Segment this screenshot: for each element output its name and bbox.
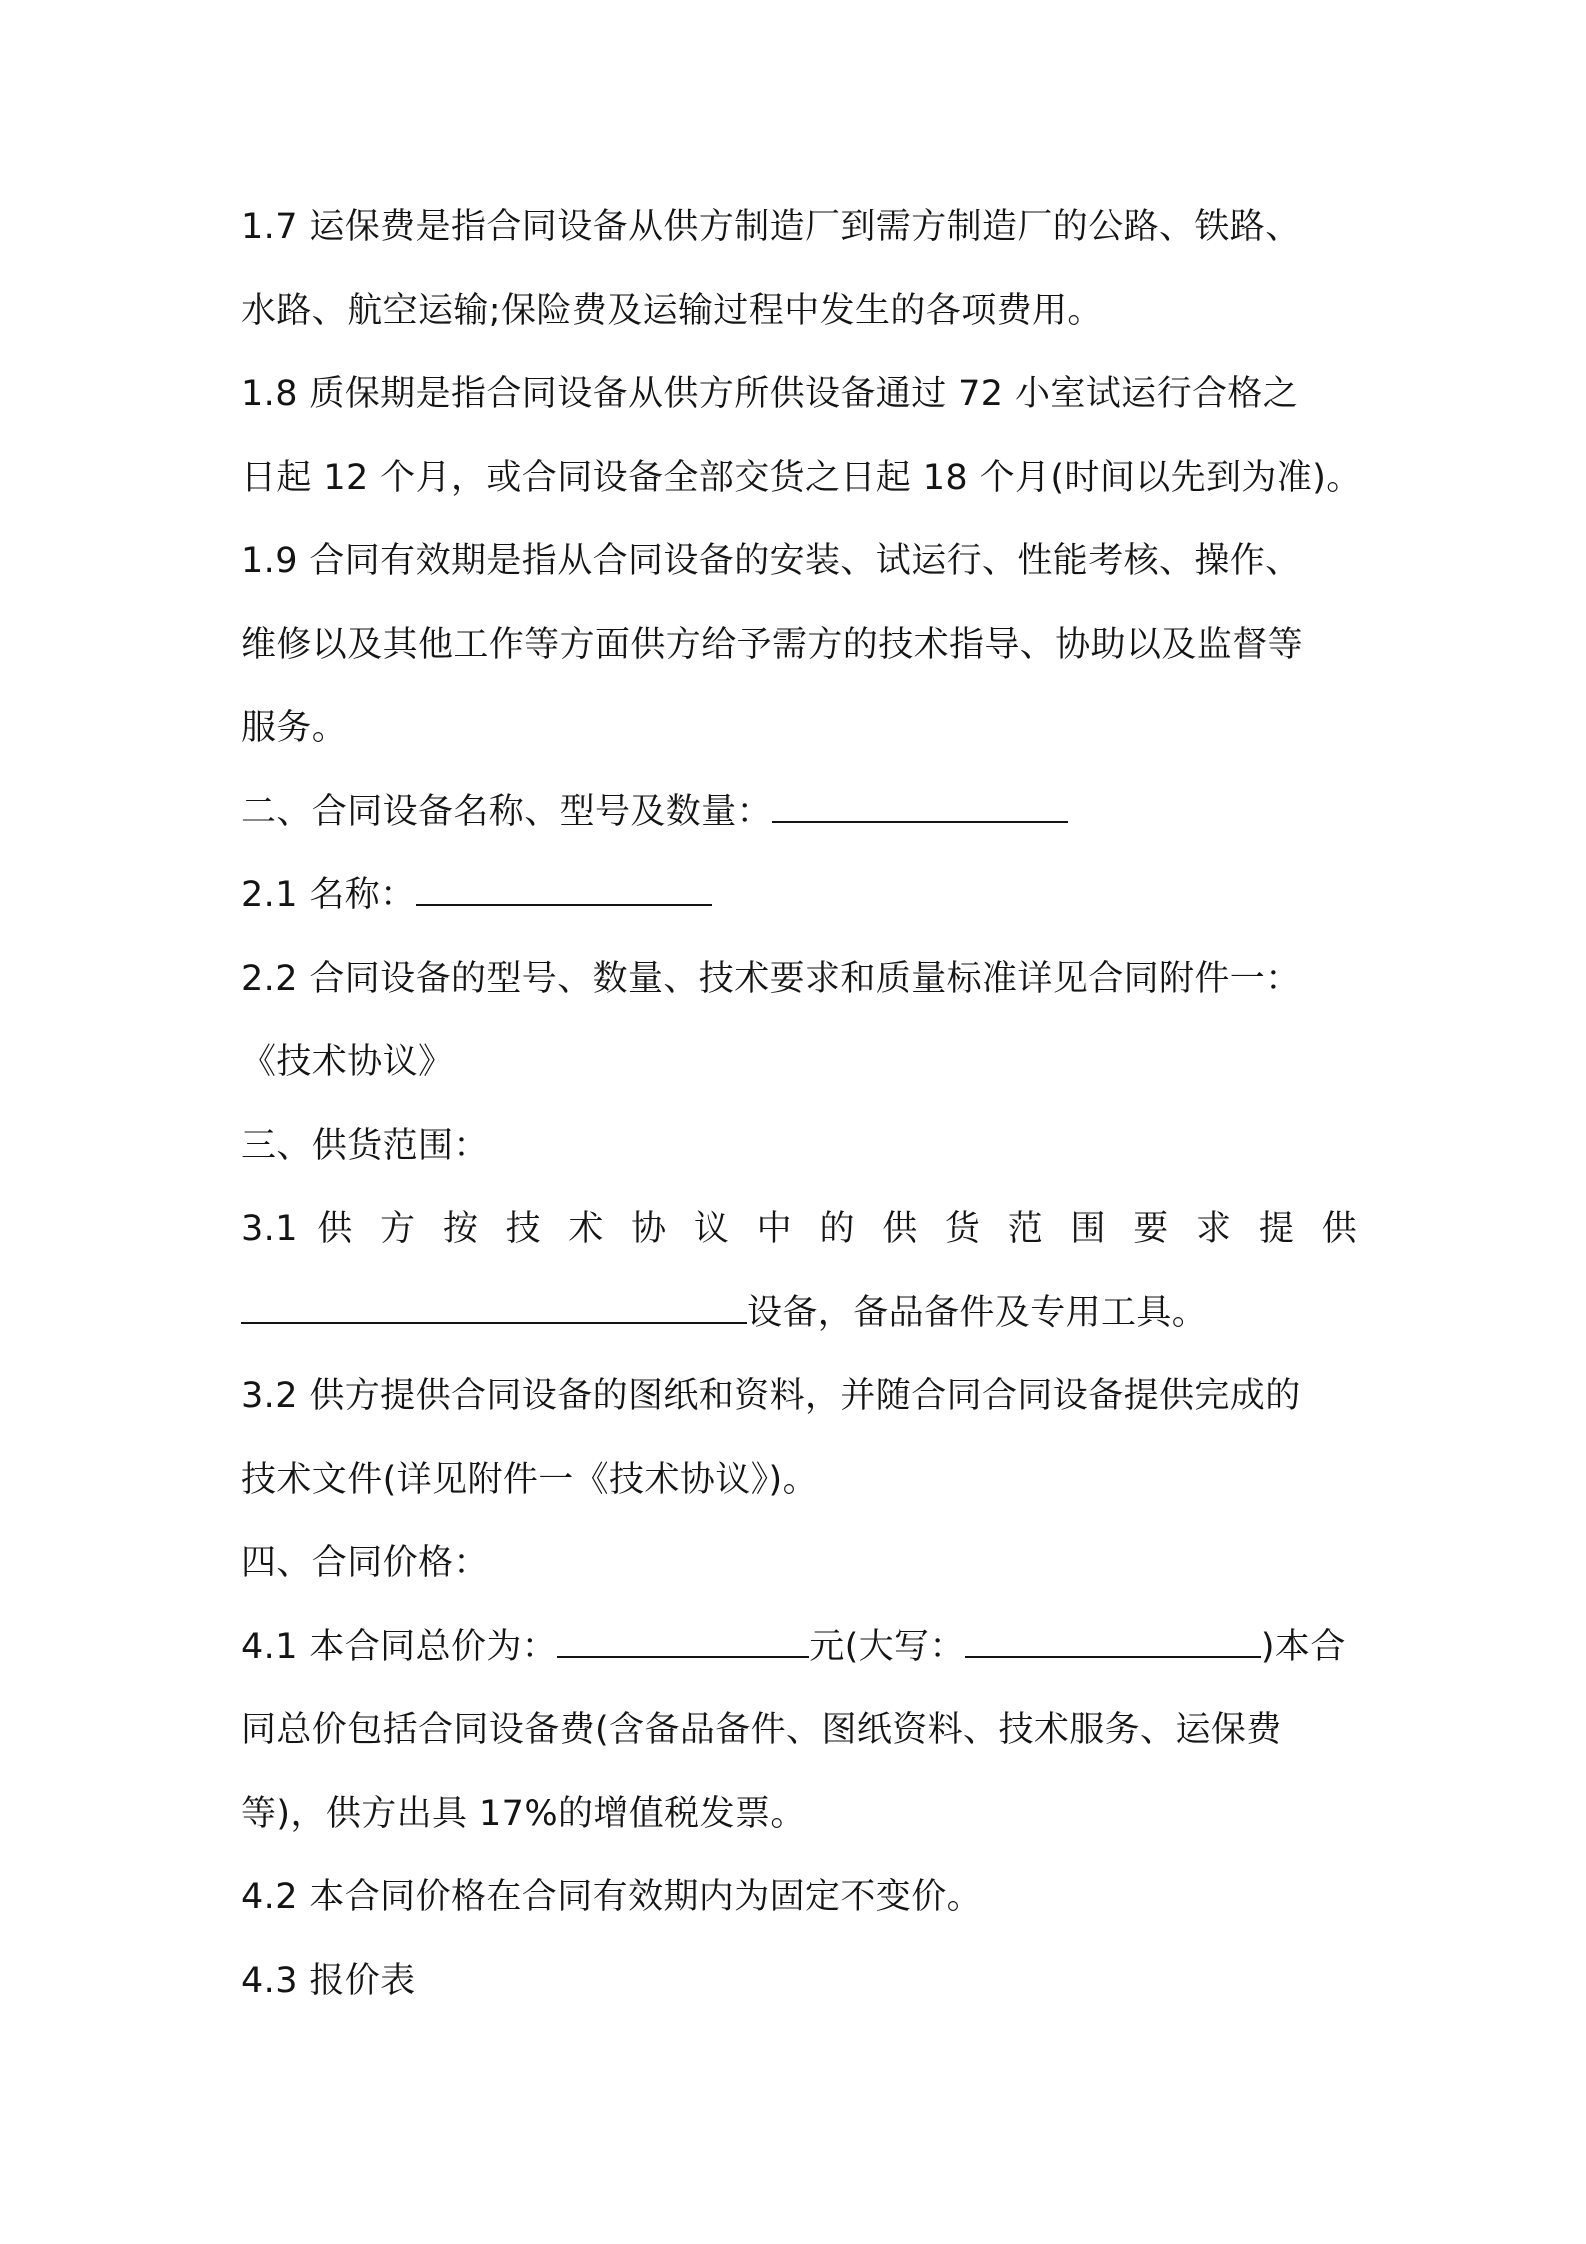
section-2-heading: 二、合同设备名称、型号及数量：: [241, 791, 773, 832]
clause-1-7-line-2: 水路、航空运输;保险费及运输过程中发生的各项费用。: [241, 290, 1103, 331]
clause-1-9-line-1: 1.9 合同有效期是指从合同设备的安装、试运行、性能考核、操作、: [241, 541, 1301, 581]
clause-2-2-line-1: 2.2 合同设备的型号、数量、技术要求和质量标准详见合同附件一：: [241, 958, 1301, 999]
clause-4-1-line-1-tail: )本合: [1260, 1626, 1346, 1667]
clause-4-2: 4.2 本合同价格在合同有效期内为固定不变价。: [241, 1877, 982, 1917]
clause-2-2-line-2: 《技术协议》: [241, 1042, 454, 1082]
clause-3-1-tail: 设备，备品备件及专用工具。: [747, 1292, 1208, 1333]
clause-4-3: 4.3 报价表: [241, 1960, 416, 2001]
section-4-heading: 四、合同价格：: [241, 1543, 489, 1583]
section-3-heading: 三、供货范围：: [241, 1125, 489, 1166]
equipment-blank[interactable]: [772, 791, 1068, 823]
clause-4-1-label: 4.1 本合同总价为：: [241, 1626, 558, 1667]
clause-4-1-uppercase-label: 元(大写：: [809, 1626, 965, 1667]
clause-1-9-line-3: 服务。: [241, 708, 348, 748]
clause-1-9-line-2: 维修以及其他工作等方面供方给予需方的技术指导、协助以及监督等: [241, 624, 1304, 665]
clause-2-1-line: [241, 854, 1357, 938]
clause-1-8-line-1: 1.8 质保期是指合同设备从供方所供设备通过 72 小室试运行合格之: [241, 374, 1299, 414]
supply-scope-blank[interactable]: [241, 1292, 747, 1324]
clause-3-2-line-1: 3.2 供方提供合同设备的图纸和资料，并随合同合同设备提供完成的: [241, 1376, 1301, 1416]
clause-2-1-label: 2.1 名称：: [241, 875, 416, 915]
name-blank[interactable]: [416, 874, 712, 906]
clause-1-7-line-1: 1.7 运保费是指合同设备从供方制造厂到需方制造厂的公路、铁路、: [241, 207, 1301, 247]
clause-1-8-line-2: 日起 12 个月，或合同设备全部交货之日起 18 个月(时间以先到为准)。: [241, 457, 1362, 498]
section-2-heading-line: [241, 771, 1357, 855]
total-price-uppercase-blank[interactable]: [965, 1626, 1261, 1658]
clause-4-1-line-2: 同总价包括合同设备费(含备品备件、图纸资料、技术服务、运保费: [241, 1710, 1282, 1750]
clause-4-1-line-1: [241, 1606, 1357, 1690]
clause-4-1-line-3: 等)，供方出具 17%的增值税发票。: [241, 1793, 806, 1834]
clause-3-2-line-2: 技术文件(详见附件一《技术协议》)。: [241, 1459, 819, 1500]
total-price-blank[interactable]: [557, 1626, 809, 1658]
clause-3-1-line-1: 3.1 供 方 按 技 术 协 议 中 的 供 货 范 围 要 求 提 供: [241, 1209, 1357, 1249]
clause-3-1-line-2: [241, 1272, 1357, 1356]
document-body: [241, 186, 1362, 2023]
